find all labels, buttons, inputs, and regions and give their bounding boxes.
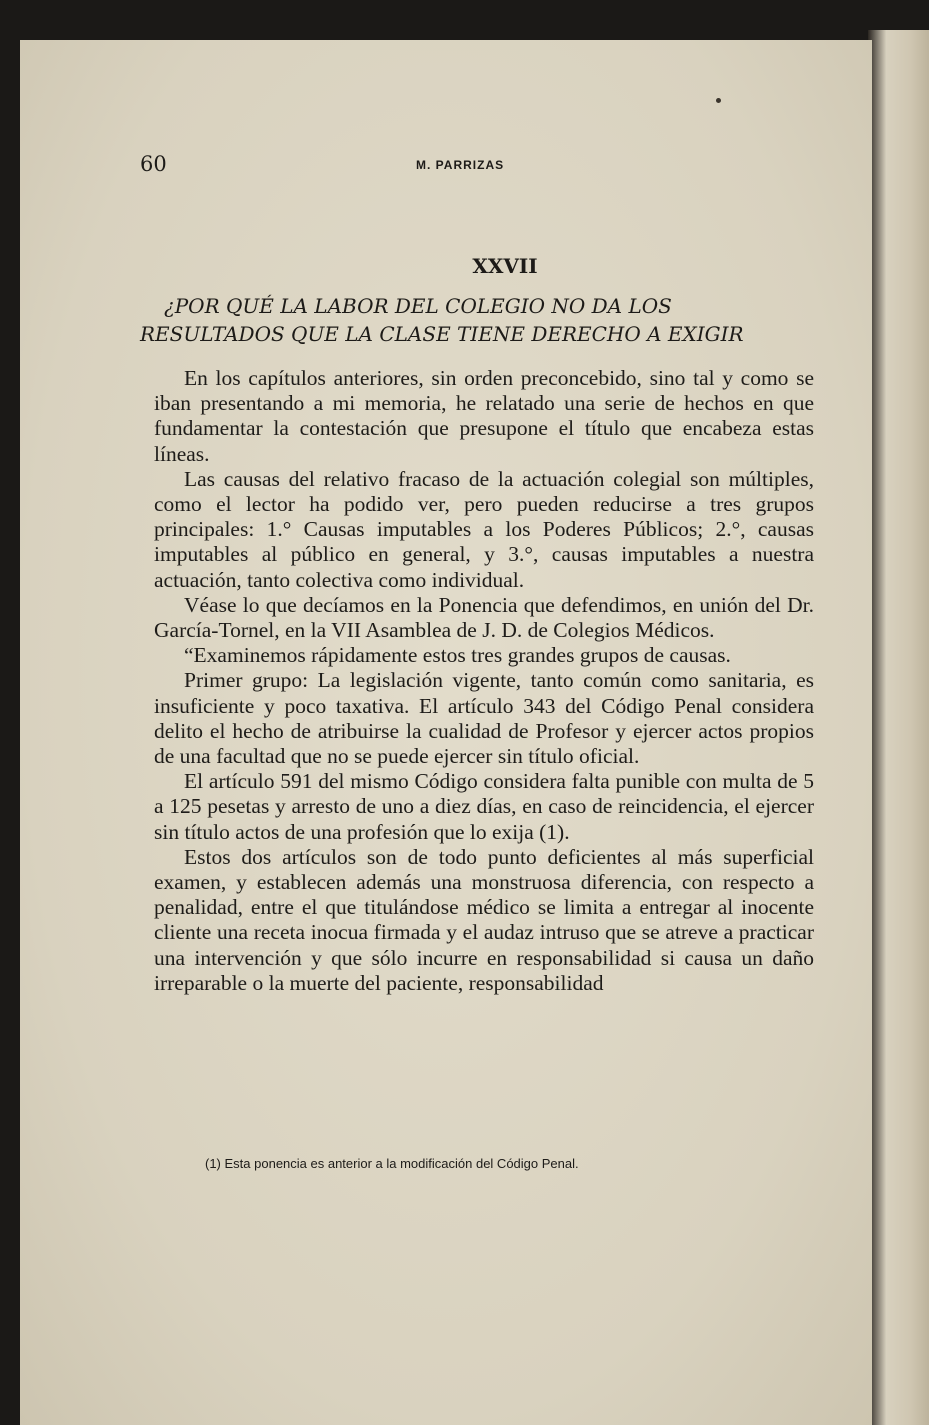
paragraph: El artículo 591 del mismo Código considera falta punible con multa de 5 a 125 pesetas y arresto de uno a diez días, en caso de reincidencia, el ejercer sin título actos de una profesión que lo exija (1). — [154, 769, 814, 844]
paragraph: Las causas del relativo fracaso de la actuación colegial son múltiples, como el lector ha podido ver, pero pueden reducirse a tres grupos principales: 1.° Causas imputables a los Poderes Públicos; 2.°, causas imputables al público en general, y 3.°, causas imputables a nuestra actuación, tanto colectiva como individual. — [154, 466, 814, 592]
paragraph: En los capítulos anteriores, sin orden preconcebido, sino tal y como se iban presentando a mi memoria, he relatado una serie de hechos en que fundamentar la contestación que presupone el título que encabeza estas líneas. — [154, 366, 814, 466]
chapter-title-line: RESULTADOS QUE LA CLASE TIENE DERECHO A EXIGIR — [140, 322, 744, 346]
chapter-title — [140, 292, 814, 348]
paragraph: Estos dos artículos son de todo punto deficientes al más superficial examen, y establecen además una monstruosa diferencia, con respecto a penalidad, entre el que titulándose médico se limita a entregar al inocente cliente una receta inocua firmada y el audaz intruso que se atreve a practicar una intervención y que sólo incurre en responsabilidad si causa un daño irreparable o la muerte del paciente, responsabilidad — [154, 844, 814, 995]
page-number: 60 — [140, 152, 167, 176]
paragraph: Véase lo que decíamos en la Ponencia que defendimos, en unión del Dr. García-Tornel, en la VII Asamblea de J. D. de Colegios Médicos. — [154, 592, 814, 643]
running-head — [140, 152, 780, 180]
running-head-author: M. PARRIZAS — [416, 158, 505, 172]
next-page-edge — [868, 30, 929, 1425]
chapter-title-line: ¿POR QUÉ LA LABOR DEL COLEGIO NO DA LOS — [164, 294, 672, 318]
footnote: (1) Esta ponencia es anterior a la modificación del Código Penal. — [205, 1156, 579, 1171]
chapter-number: XXVII — [472, 254, 538, 278]
body-text — [154, 366, 814, 996]
ink-speck — [716, 98, 721, 103]
paragraph: “Examinemos rápidamente estos tres grandes grupos de causas. — [184, 643, 731, 668]
paragraph: Primer grupo: La legislación vigente, tanto común como sanitaria, es insuficiente y poco taxativa. El artículo 343 del Código Penal considera delito el hecho de atribuirse la cualidad de Profesor y ejercer actos propios de una facultad que no se puede ejercer sin título oficial. — [154, 668, 814, 769]
